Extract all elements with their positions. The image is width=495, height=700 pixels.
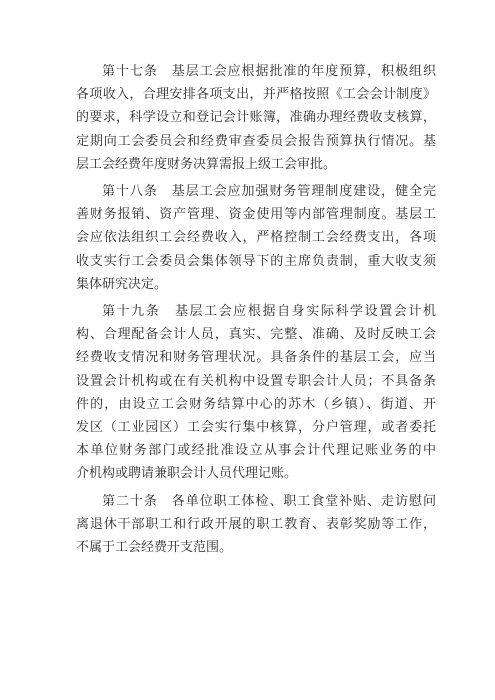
article-line: 本单位财务部门或经批准设立从事会计代理记账业务的中 [76,443,436,459]
article-line: 介机构或聘请兼职会计人员代理记账。 [76,466,298,482]
article-line: 第二十条 各单位职工体检、职工食堂补贴、走访慰问 [102,493,436,509]
article-line: 第十九条 基层工会应根据自身实际科学设置会计机 [102,304,436,320]
article-line: 定期向工会委员会和经费审查委员会报告预算执行情况。基 [76,133,436,149]
article-line: 设置会计机构或在有关机构中设置专职会计人员；不具备条 [76,373,436,389]
article-line: 善财务报销、资产管理、资金使用等内部管理制度。基层工 [76,207,436,223]
article-line: 会应依法组织工会经费收入，严格控制工会经费支出，各项 [76,230,436,246]
article-17 [76,60,436,176]
article-line: 第十八条 基层工会应加强财务管理制度建设，健全完 [102,184,436,200]
article-line: 构、合理配备会计人员，真实、完整、准确、及时反映工会 [76,327,436,343]
article-line: 的要求，科学设立和登记会计账簿，准确办理经费收支核算， [76,110,436,126]
article-line: 发区（工业园区）工会实行集中核算，分户管理，或者委托 [76,420,436,436]
document-body [76,60,436,563]
article-18 [76,180,436,296]
article-line: 第十七条 基层工会应根据批准的年度预算，积极组织 [102,64,436,79]
article-line: 件的，由设立工会财务结算中心的苏木（乡镇）、街道、开 [76,396,436,412]
article-line: 各项收入，合理安排各项支出，并严格按照《工会会计制度》 [76,87,436,103]
article-line: 层工会经费年度财务决算需报上级工会审批。 [76,156,337,172]
article-line: 收支实行工会委员会集体领导下的主席负责制，重大收支须 [76,253,436,269]
article-line: 不属于工会经费开支范围。 [76,540,233,556]
article-19 [76,300,436,486]
article-line: 经费收支情况和财务管理状况。具备条件的基层工会，应当 [76,350,436,366]
article-line: 集体研究决定。 [76,276,168,292]
article-line: 离退休干部职工和行政开展的职工教育、表彰奖励等工作， [76,516,436,532]
article-20 [76,490,436,560]
